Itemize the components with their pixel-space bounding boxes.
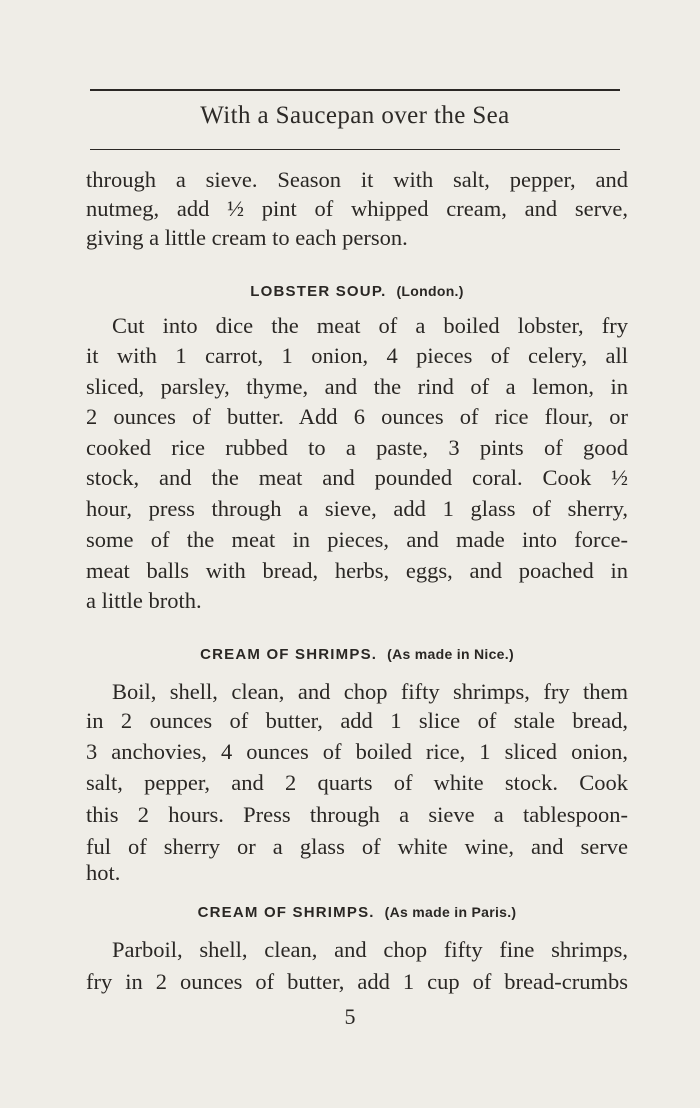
header-rule-bottom xyxy=(90,149,620,150)
text-line: ful of sherry or a glass of white wine, and serve xyxy=(86,834,628,859)
text-line: in 2 ounces of butter, add 1 slice of stale bread, xyxy=(86,708,628,733)
text-line: Boil, shell, clean, and chop fifty shrimps, fry them xyxy=(112,679,628,704)
recipe-location: (London.) xyxy=(396,283,464,299)
text-line: 2 ounces of butter. Add 6 ounces of rice flour, or xyxy=(86,404,628,429)
text-line: hour, press through a sieve, add 1 glass of sherry, xyxy=(86,496,628,521)
recipe-title: LOBSTER SOUP. xyxy=(250,283,387,300)
recipe-title: CREAM OF SHRIMPS. xyxy=(200,646,378,663)
running-header: With a Saucepan over the Sea xyxy=(200,102,510,129)
text-line: cooked rice rubbed to a paste, 3 pints of good xyxy=(86,435,628,460)
text-line: it with 1 carrot, 1 onion, 4 pieces of celery, all xyxy=(86,343,628,368)
text-line: nutmeg, add ½ pint of whipped cream, and serve, xyxy=(86,196,628,221)
text-line: meat balls with bread, herbs, eggs, and poached in xyxy=(86,558,628,583)
text-line: stock, and the meat and pounded coral. Cook ½ xyxy=(86,465,628,490)
text-line: giving a little cream to each person. xyxy=(86,225,408,250)
text-line: through a sieve. Season it with salt, pepper, and xyxy=(86,167,628,192)
text-line: Cut into dice the meat of a boiled lobster, fry xyxy=(112,313,628,338)
recipe-location: (As made in Nice.) xyxy=(387,646,514,662)
recipe-heading-shrimps-paris xyxy=(86,904,628,921)
recipe-location: (As made in Paris.) xyxy=(384,904,517,920)
text-line: fry in 2 ounces of butter, add 1 cup of bread-crumbs xyxy=(86,969,628,994)
text-line: hot. xyxy=(86,860,121,885)
page-number: 5 xyxy=(344,1004,356,1029)
text-line: this 2 hours. Press through a sieve a tablespoon- xyxy=(86,802,628,827)
text-line: a little broth. xyxy=(86,588,202,613)
recipe-heading-lobster xyxy=(86,283,628,300)
text-line: some of the meat in pieces, and made into force- xyxy=(86,527,628,552)
recipe-title: CREAM OF SHRIMPS. xyxy=(197,904,375,921)
text-line: 3 anchovies, 4 ounces of boiled rice, 1 sliced onion, xyxy=(86,739,628,764)
header-rule-top xyxy=(90,89,620,91)
text-line: salt, pepper, and 2 quarts of white stock. Cook xyxy=(86,770,628,795)
recipe-heading-shrimps-nice xyxy=(86,646,628,663)
text-line: sliced, parsley, thyme, and the rind of a lemon, in xyxy=(86,374,628,399)
text-line: Parboil, shell, clean, and chop fifty fine shrimps, xyxy=(112,937,628,962)
